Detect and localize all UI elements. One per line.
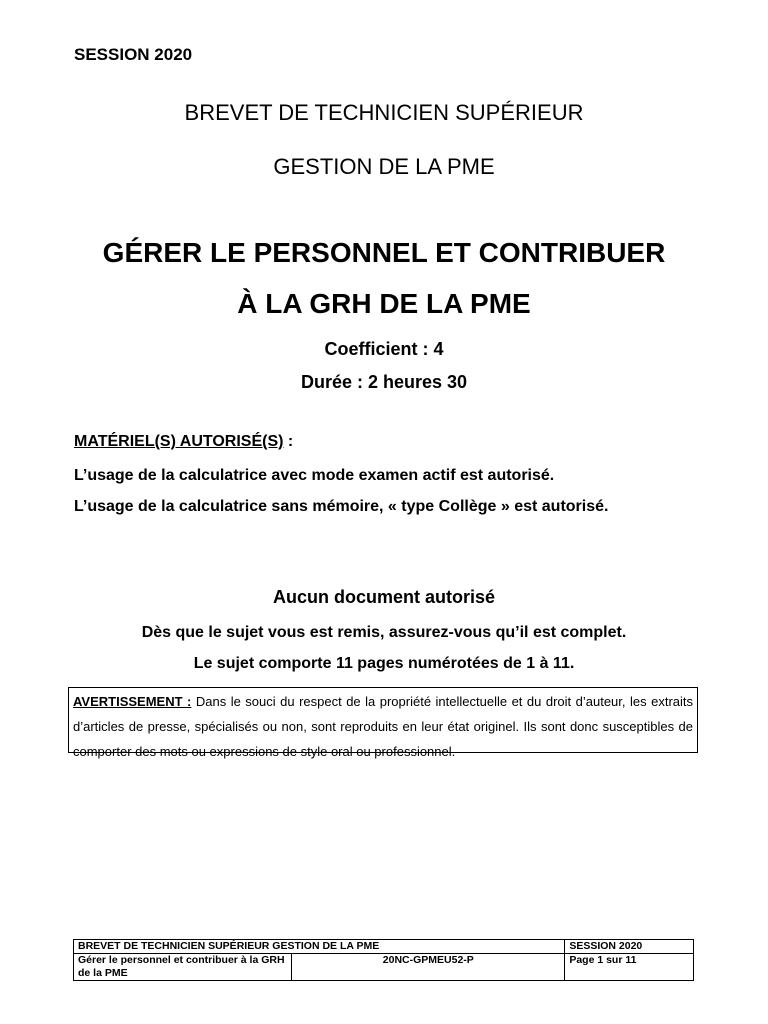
no-document-notice: Aucun document autorisé	[272, 587, 496, 607]
footer-row-1	[74, 940, 694, 954]
materials-line-1: L’usage de la calculatrice avec mode examen actif est autorisé.	[74, 467, 555, 484]
coefficient: Coefficient : 4	[324, 339, 444, 359]
exam-title-line2: À LA GRH DE LA PME	[237, 288, 531, 319]
footer-page: Page 1 sur 11	[565, 954, 694, 981]
warning-label: AVERTISSEMENT :	[73, 694, 192, 709]
check-complete-notice: Dès que le sujet vous est remis, assurez-vous qu’il est complet.	[141, 624, 627, 641]
footer-table	[73, 939, 694, 981]
footer-diploma: BREVET DE TECHNICIEN SUPÉRIEUR GESTION DE LA PME	[74, 940, 565, 954]
footer-session: SESSION 2020	[565, 940, 694, 954]
session-label: SESSION 2020	[74, 45, 193, 64]
footer-subject: Gérer le personnel et contribuer à la GRH de la PME	[74, 954, 292, 981]
materials-label-suffix: :	[283, 433, 294, 450]
footer-code: 20NC-GPMEU52-P	[292, 954, 565, 981]
exam-title-line1: GÉRER LE PERSONNEL ET CONTRIBUER	[102, 237, 666, 268]
warning-text: Dans le souci du respect de la propriété intellectuelle et du droit d’auteur, les extraits d’articles de presse, spécialisés ou non, sont reproduits en leur état originel. Ils sont donc susceptibles de comporter des mots ou expressions de style oral ou professionnel.	[73, 694, 693, 759]
materials-heading	[74, 433, 293, 451]
diploma-title: BREVET DE TECHNICIEN SUPÉRIEUR	[184, 100, 584, 125]
footer-row-2	[74, 954, 694, 981]
materials-label: MATÉRIEL(S) AUTORISÉ(S)	[74, 433, 284, 450]
pages-notice: Le sujet comporte 11 pages numérotées de 1 à 11.	[193, 655, 575, 672]
warning-box	[68, 687, 698, 759]
materials-line-2: L’usage de la calculatrice sans mémoire, « type Collège » est autorisé.	[74, 498, 609, 515]
duration: Durée : 2 heures 30	[300, 372, 468, 392]
specialty-title: GESTION DE LA PME	[273, 154, 495, 179]
